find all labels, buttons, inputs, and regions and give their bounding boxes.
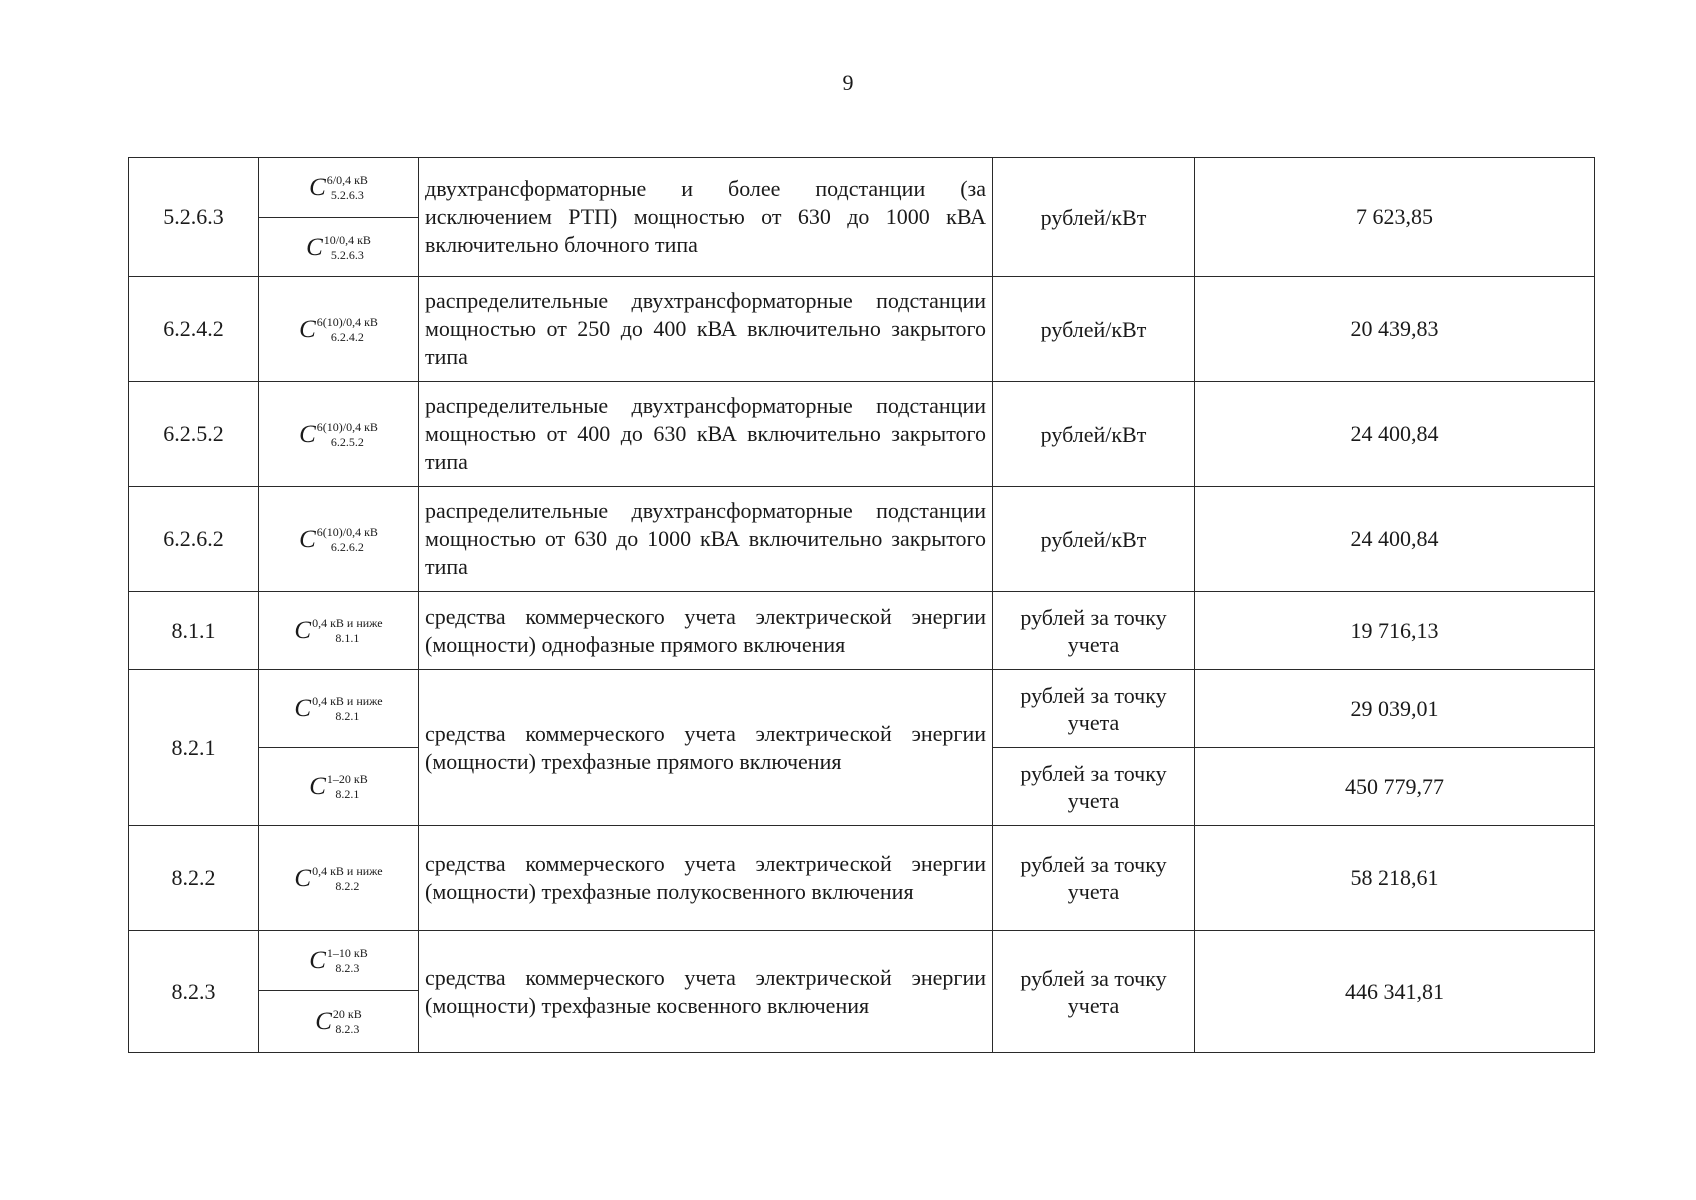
row-code: 8.2.3 (129, 931, 259, 1053)
row-code: 6.2.5.2 (129, 382, 259, 487)
row-description: распределительные двухтрансформаторные подстанции мощностью от 250 до 400 кВА включительно закрытого типа (419, 277, 993, 382)
row-description: двухтрансформаторные и более подстанции (за исключением РТП) мощностью от 630 до 1000 кВА включительно блочного типа (419, 158, 993, 277)
table-row (129, 277, 1595, 382)
row-description: средства коммерческого учета электрической энергии (мощности) трехфазные прямого включения (419, 670, 993, 826)
row-description: распределительные двухтрансформаторные подстанции мощностью от 400 до 630 кВА включительно закрытого типа (419, 382, 993, 487)
tariff-symbol: C 1–10 кВ 8.2.3 (309, 946, 368, 975)
row-unit: рублей за точку учета (993, 931, 1195, 1053)
symbol-cell (259, 670, 419, 748)
row-unit: рублей/кВт (993, 382, 1195, 487)
row-value: 24 400,84 (1195, 382, 1595, 487)
row-value: 7 623,85 (1195, 158, 1595, 277)
row-unit: рублей/кВт (993, 158, 1195, 277)
row-description: средства коммерческого учета электрической энергии (мощности) трехфазные косвенного включения (419, 931, 993, 1053)
row-unit: рублей за точку учета (993, 670, 1195, 748)
row-code: 8.1.1 (129, 592, 259, 670)
row-unit: рублей/кВт (993, 487, 1195, 592)
symbol-cell (259, 592, 419, 670)
tariff-symbol: C 6(10)/0,4 кВ 6.2.6.2 (299, 524, 378, 554)
row-value: 19 716,13 (1195, 592, 1595, 670)
table-row (129, 487, 1595, 592)
table-row (129, 382, 1595, 487)
tariff-symbol: C 6(10)/0,4 кВ 6.2.4.2 (299, 314, 378, 344)
symbol-cell (259, 382, 419, 487)
row-code: 8.2.1 (129, 670, 259, 826)
row-unit: рублей за точку учета (993, 826, 1195, 931)
tariff-symbol: C 0,4 кВ и ниже 8.2.1 (294, 694, 383, 723)
row-value: 58 218,61 (1195, 826, 1595, 931)
table-row (129, 158, 1595, 218)
tariff-symbol: C 1–20 кВ 8.2.1 (309, 772, 368, 801)
row-unit: рублей за точку учета (993, 748, 1195, 826)
table-row (129, 931, 1595, 991)
row-value: 446 341,81 (1195, 931, 1595, 1053)
tariff-symbol: C 20 кВ 8.2.3 (315, 1007, 362, 1036)
row-value: 450 779,77 (1195, 748, 1595, 826)
tariff-symbol: C 6/0,4 кВ 5.2.6.3 (309, 173, 368, 202)
row-unit: рублей/кВт (993, 277, 1195, 382)
table-row (129, 670, 1595, 748)
symbol-cell (259, 158, 419, 218)
row-value: 29 039,01 (1195, 670, 1595, 748)
table-row (129, 592, 1595, 670)
row-value: 24 400,84 (1195, 487, 1595, 592)
symbol-cell (259, 826, 419, 931)
row-code: 6.2.4.2 (129, 277, 259, 382)
tariff-table (128, 157, 1595, 1053)
row-description: распределительные двухтрансформаторные подстанции мощностью от 630 до 1000 кВА включительно закрытого типа (419, 487, 993, 592)
row-code: 6.2.6.2 (129, 487, 259, 592)
row-description: средства коммерческого учета электрической энергии (мощности) однофазные прямого включения (419, 592, 993, 670)
row-code: 5.2.6.3 (129, 158, 259, 277)
table-row (129, 826, 1595, 931)
symbol-cell (259, 931, 419, 991)
symbol-cell (259, 218, 419, 277)
row-value: 20 439,83 (1195, 277, 1595, 382)
page-number: 9 (842, 70, 854, 95)
symbol-cell (259, 277, 419, 382)
row-unit: рублей за точку учета (993, 592, 1195, 670)
tariff-symbol: C 0,4 кВ и ниже 8.2.2 (294, 863, 383, 893)
tariff-symbol: C 0,4 кВ и ниже 8.1.1 (294, 616, 383, 645)
row-code: 8.2.2 (129, 826, 259, 931)
symbol-cell (259, 487, 419, 592)
tariff-symbol: C 6(10)/0,4 кВ 6.2.5.2 (299, 419, 378, 449)
symbol-cell (259, 991, 419, 1053)
tariff-symbol: C 10/0,4 кВ 5.2.6.3 (306, 232, 371, 262)
row-description: средства коммерческого учета электрической энергии (мощности) трехфазные полукосвенного включения (419, 826, 993, 931)
symbol-cell (259, 748, 419, 826)
